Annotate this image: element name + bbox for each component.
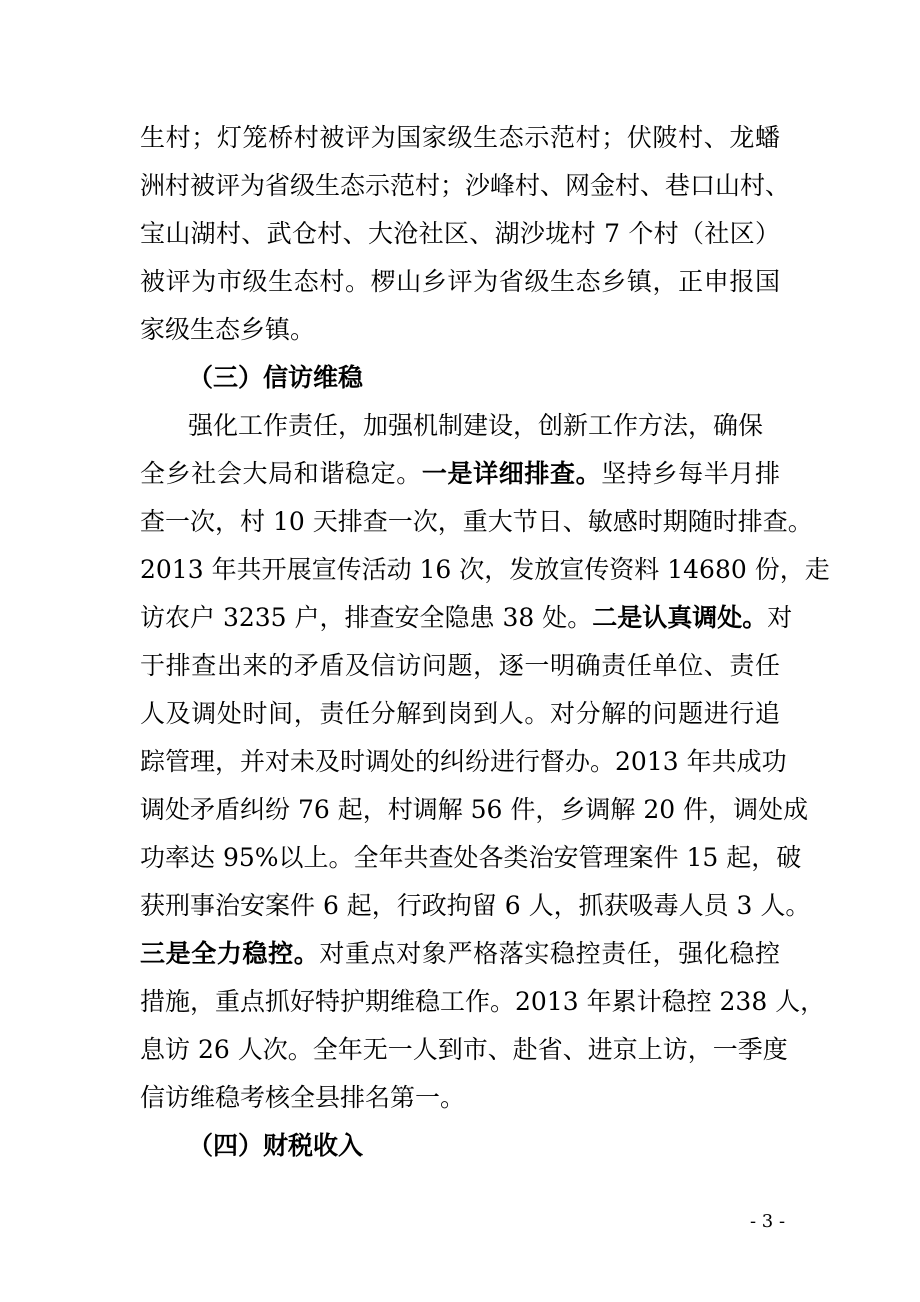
text-segment: 2013 年共开展宣传活动 16 次，发放宣传资料 14680 份，走 [140, 555, 830, 584]
text-line [140, 598, 793, 638]
text-line [140, 790, 809, 830]
text-line [188, 406, 764, 446]
text-line [140, 1030, 788, 1070]
text-segment: 息访 26 人次。全年无一人到市、赴省、进京上访，一季度 [140, 1035, 788, 1064]
text-segment: 被评为市级生态村。椤山乡评为省级生态乡镇，正申报国 [140, 267, 780, 296]
text-line [140, 310, 780, 350]
text-line [140, 262, 780, 302]
text-segment: 查一次，村 10 天排查一次，重大节日、敏感时期随时排查。 [140, 507, 813, 536]
text-line [140, 886, 811, 926]
text-line [140, 646, 780, 686]
text-line [140, 550, 830, 590]
section-heading [188, 358, 828, 398]
text-segment: 生村；灯笼桥村被评为国家级生态示范村；伏陂村、龙蟠 [140, 123, 780, 152]
bold-lead-phrase: 二是认真调处。 [592, 603, 768, 632]
text-segment: 踪管理，并对未及时调处的纠纷进行督办。2013 年共成功 [140, 747, 787, 776]
text-segment: 对重点对象严格落实稳控责任，强化稳控 [319, 939, 780, 968]
text-line [140, 214, 780, 254]
bold-lead-phrase: 三是全力稳控。 [140, 939, 320, 968]
text-line [140, 166, 791, 206]
text-line [140, 742, 787, 782]
page-number: - 3 - [750, 1211, 786, 1232]
heading-text: （四）财税收入 [188, 1131, 364, 1160]
text-segment: 功率达 95%以上。全年共查处各类治安管理案件 15 起，破 [140, 843, 802, 872]
text-segment: 访农户 3235 户，排查安全隐患 38 处。 [140, 603, 593, 632]
text-line [140, 118, 780, 158]
text-segment: 洲村被评为省级生态示范村；沙峰村、网金村、巷口山村、 [140, 171, 791, 200]
text-line [140, 838, 802, 878]
text-segment: 坚持乡每半月排 [601, 459, 780, 488]
text-segment: 获刑事治安案件 6 起，行政拘留 6 人，抓获吸毒人员 3 人。 [140, 891, 811, 920]
text-segment: 措施，重点抓好特护期维稳工作。2013 年累计稳控 238 人， [140, 987, 826, 1016]
text-line [140, 982, 826, 1022]
text-line [140, 934, 780, 974]
text-segment: 调处矛盾纠纷 76 起，村调解 56 件，乡调解 20 件，调处成 [140, 795, 809, 824]
section-heading [188, 1126, 828, 1166]
text-segment: 人及调处时间，责任分解到岗到人。对分解的问题进行追 [140, 699, 780, 728]
text-segment: 宝山湖村、武仓村、大沧社区、湖沙垅村 7 个村（社区） [140, 219, 780, 248]
text-segment: 信访维稳考核全县排名第一。 [140, 1083, 466, 1112]
bold-lead-phrase: 一是详细排查。 [421, 459, 602, 488]
text-segment: 强化工作责任，加强机制建设，创新工作方法，确保 [188, 411, 764, 440]
text-segment: 对 [767, 603, 793, 632]
text-line [140, 454, 780, 494]
text-segment: 家级生态乡镇。 [140, 315, 316, 344]
text-segment: 于排查出来的矛盾及信访问题，逐一明确责任单位、责任 [140, 651, 780, 680]
heading-text: （三）信访维稳 [188, 363, 364, 392]
text-line [140, 502, 813, 542]
text-line [140, 1078, 780, 1118]
text-line [140, 694, 780, 734]
text-segment: 全乡社会大局和谐稳定。 [140, 459, 422, 488]
